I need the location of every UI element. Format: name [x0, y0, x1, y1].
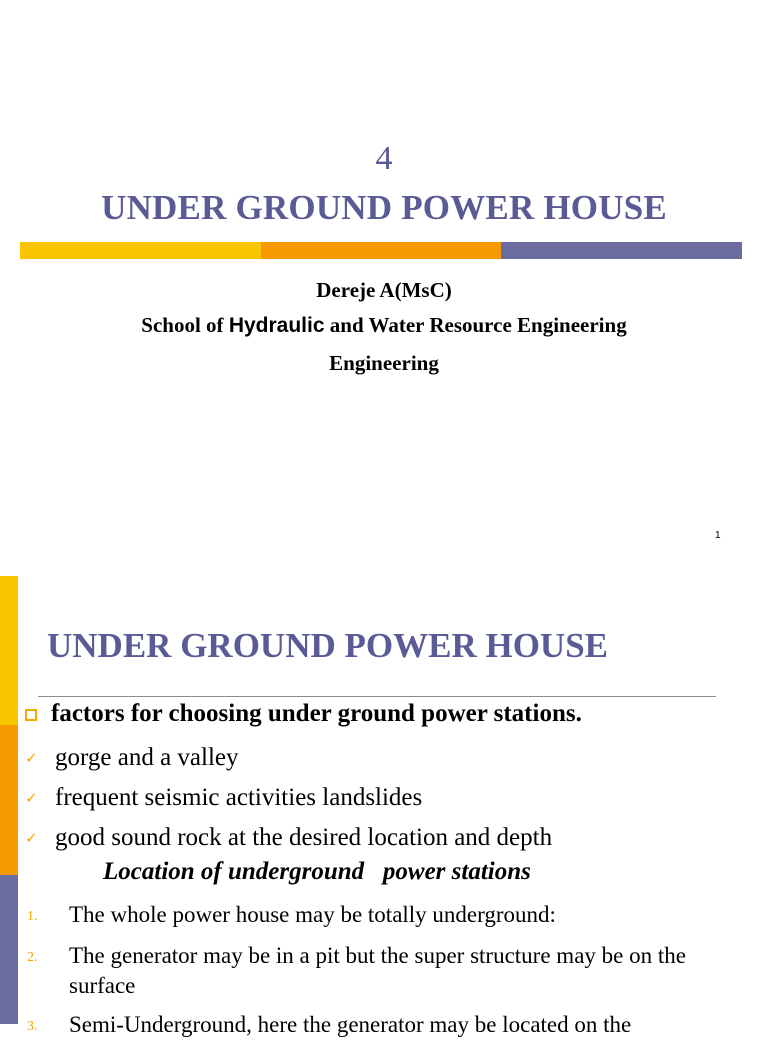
bar-segment-yellow	[20, 242, 261, 259]
check-item	[25, 818, 552, 858]
chapter-number: 4	[375, 140, 393, 177]
bar-segment-orange	[261, 242, 502, 259]
slide-sidebar	[0, 576, 18, 1024]
list-item	[27, 900, 747, 932]
list-number: 1.	[27, 909, 38, 924]
author-name: Dereje A(MsC)	[316, 278, 452, 302]
hollow-square-bullet-icon	[25, 709, 37, 721]
title-divider-bar	[20, 242, 742, 259]
sidebar-segment-purple	[0, 875, 18, 1024]
slide-title: UNDER GROUND POWER HOUSE	[101, 188, 667, 227]
list-number: 2.	[27, 950, 38, 965]
check-item	[25, 778, 552, 818]
check-item-text: good sound rock at the desired location and depth	[55, 824, 553, 851]
list-item-text: Semi-Underground, here the generator may be located on the	[69, 1012, 632, 1037]
list-item-text: The generator may be in a pit but the super structure may be on the surface	[69, 943, 686, 998]
slide-2	[0, 576, 768, 1037]
page-number: 1	[715, 530, 721, 541]
subheading: Location of underground power stations	[103, 858, 531, 885]
title-rule	[38, 696, 716, 697]
check-item-text: frequent seismic activities landslides	[55, 784, 423, 811]
check-item-text: gorge and a valley	[55, 744, 239, 771]
school-prefix: School of	[141, 313, 229, 337]
school-suffix: and Water Resource Engineering	[324, 313, 627, 337]
lead-bullet-text: factors for choosing under ground power stations.	[51, 700, 582, 727]
sidebar-segment-orange	[0, 725, 18, 874]
bar-segment-purple	[501, 242, 742, 259]
lead-bullet	[25, 700, 582, 728]
list-number: 3.	[27, 1019, 38, 1034]
check-list	[25, 738, 552, 858]
list-item-text: The whole power house may be totally underground:	[69, 902, 556, 927]
school-line	[0, 313, 768, 338]
list-item	[27, 941, 747, 1001]
checkmark-icon: ✓	[25, 749, 38, 767]
numbered-list	[27, 900, 747, 1051]
school-line-2: Engineering	[329, 351, 439, 375]
checkmark-icon: ✓	[25, 789, 38, 807]
checkmark-icon: ✓	[25, 829, 38, 847]
check-item	[25, 738, 552, 778]
school-hydraulic: Hydraulic	[228, 314, 325, 337]
slide-title: UNDER GROUND POWER HOUSE	[47, 626, 609, 665]
sidebar-segment-yellow	[0, 576, 18, 725]
list-item	[27, 1010, 747, 1042]
